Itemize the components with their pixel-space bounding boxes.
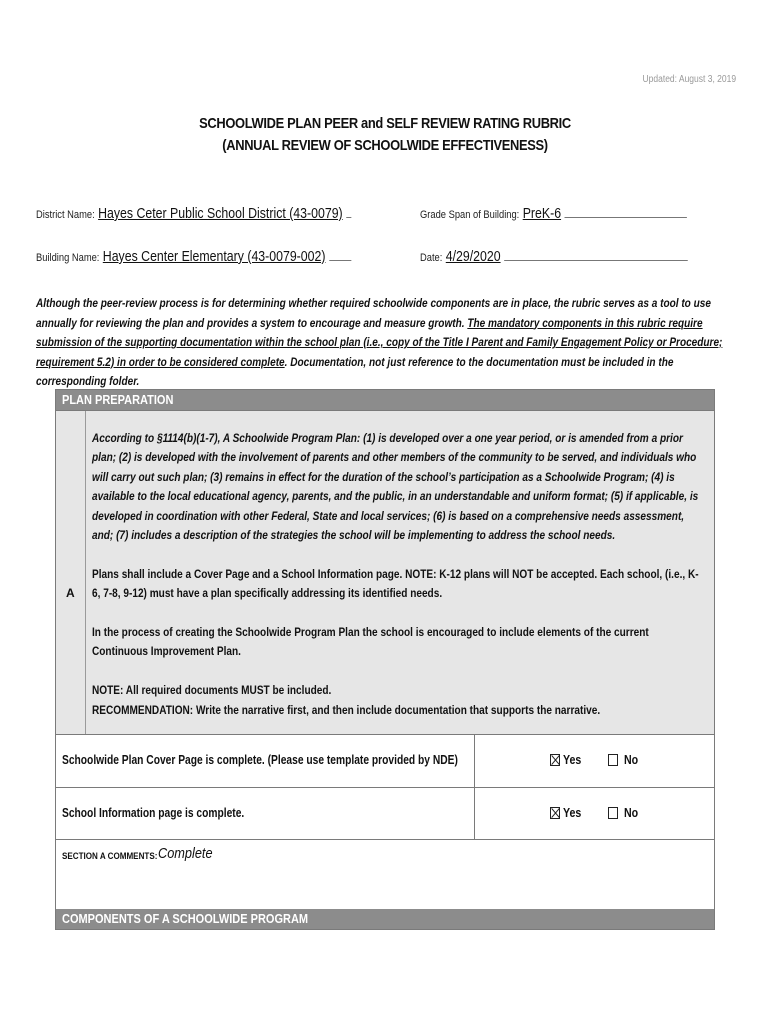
building-name-value: Hayes Center Elementary (43-0079-002) — [102, 249, 326, 265]
yes-checkbox[interactable]: Yes — [550, 753, 585, 767]
empty-box-icon — [608, 807, 618, 819]
section-a-description — [56, 410, 714, 735]
check-row-school-info — [56, 788, 714, 840]
section-letter: A — [66, 586, 75, 600]
check-question: Schoolwide Plan Cover Page is complete. (Please use template provided by NDE) — [62, 753, 458, 767]
document-subtitle: (ANNUAL REVIEW OF SCHOOLWIDE EFFECTIVENESS) — [222, 137, 548, 154]
empty-box-icon — [608, 754, 618, 766]
section-a-text — [92, 429, 705, 720]
date-label: Date: — [420, 252, 443, 264]
district-name-field[interactable] — [36, 205, 351, 223]
check-question: School Information page is complete. — [62, 806, 245, 820]
intro-text-1: Although the peer-review process is for determining whether required schoolwide components are in place, the rubric serves as a tool to use annually for reviewing the plan and provides a system to encourage and measure growth. — [36, 296, 711, 330]
checked-box-icon — [550, 807, 560, 819]
checked-box-icon — [550, 754, 560, 766]
continuous-improvement-paragraph: In the process of creating the Schoolwide Program Plan the school is encouraged to include elements of the current Continuous Improvement Plan. — [92, 625, 649, 659]
date-value: 4/29/2020 — [445, 249, 501, 265]
plan-preparation-header: PLAN PREPARATION — [56, 390, 714, 410]
building-name-label: Building Name: — [36, 252, 100, 264]
no-checkbox[interactable]: No — [608, 753, 641, 767]
yes-checkbox[interactable]: Yes — [550, 806, 585, 820]
check-row-cover-page — [56, 735, 714, 788]
intro-text-3: . Documentation, not just reference to the documentation must be included in the corresponding folder. — [36, 354, 674, 388]
intro-paragraph — [36, 294, 737, 392]
district-name-label: District Name: — [36, 209, 95, 221]
requirements-paragraph: According to §1114(b)(1-7), A Schoolwide Program Plan: (1) is developed over a one year period, or is amended from a prior plan; (2) is developed with the involvement of parents and other members of the community to be served, and individuals who will carry out such plan; (3) remains in effect for the duration of the school’s participation as a Schoolwide Program; (4) is available to the local educational agency, parents, and the public, in an understandable and uniform format; (5) if applicable, is developed in coordination with other Federal, State and local services; (6) is based on a comprehensive needs assessment, and; (7) includes a description of the strategies the school will be implementing to address the school needs. — [92, 431, 699, 543]
grade-span-field[interactable] — [420, 205, 687, 223]
grade-span-value: PreK-6 — [522, 206, 562, 222]
date-field[interactable] — [420, 248, 688, 266]
rubric-table — [55, 389, 715, 930]
recommendation-line: RECOMMENDATION: Write the narrative first, and then include documentation that supports the narrative. — [92, 702, 601, 717]
components-header: COMPONENTS OF A SCHOOLWIDE PROGRAM — [56, 909, 714, 929]
building-name-field[interactable] — [36, 248, 351, 266]
section-a-comments[interactable] — [56, 840, 714, 910]
document-title: SCHOOLWIDE PLAN PEER and SELF REVIEW RATING RUBRIC — [199, 115, 571, 132]
comments-label: SECTION A COMMENTS: — [62, 851, 158, 862]
updated-date: Updated: August 3, 2019 — [642, 74, 736, 85]
note-line: NOTE: All required documents MUST be included. — [92, 683, 332, 698]
no-checkbox[interactable]: No — [608, 806, 641, 820]
intro-text-2-underlined: The mandatory components in this rubric require submission of the supporting documentation within the school plan (i.e., copy of the Title I Parent and Family Engagement Policy or Procedure; requirement 5.2) in order to be considered complete — [36, 315, 723, 369]
comments-value: Complete — [158, 845, 213, 862]
district-name-value: Hayes Ceter Public School District (43-0079) — [98, 206, 343, 222]
cover-page-paragraph: Plans shall include a Cover Page and a School Information page. NOTE: K-12 plans will NOT be accepted. Each school, (i.e., K-6, 7-8, 9-12) must have a plan specifically addressing its identified needs. — [92, 566, 699, 601]
grade-span-label: Grade Span of Building: — [420, 209, 520, 221]
